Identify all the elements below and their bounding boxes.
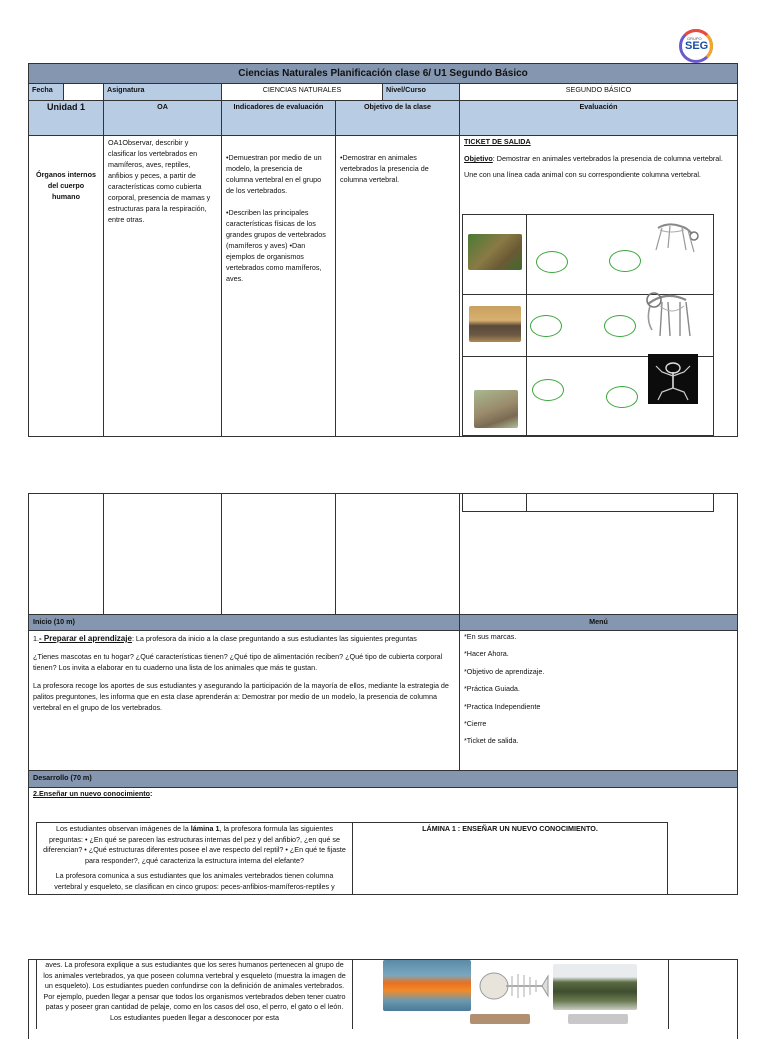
match-circle[interactable] [530, 315, 562, 337]
unidad-topic: Órganos internos del cuerpo humano [36, 170, 96, 201]
page-title: Ciencias Naturales Planificación clase 6/ U1 Segundo Básico [28, 63, 738, 84]
ticket-instruction: Une con una línea cada animal con su correspondiente columna vertebral. [464, 170, 701, 179]
objetivo-cell [335, 135, 460, 437]
menu-header: Menú [459, 614, 738, 631]
fecha-value [63, 83, 104, 101]
oa-header: OA [103, 100, 222, 136]
observan-paragraph: Los estudiantes observan imágenes de la lámina 1, la profesora formula las siguientes preguntas: • ¿En qué se parecen las estructuras internas del pez y del anfibio?, ¿en qué se diferencian? • ¿Qué estructuras diferentes posee el ave respecto del reptil? • ¿En qué te fijaste para responder?, ¿qué caracteriza la estructura interna del elefante? [43, 824, 346, 865]
questions-paragraph: ¿Tienes mascotas en tu hogar? ¿Qué características tienen? ¿Qué tipo de alimentación reciben? ¿Qué tipo de cubierta corporal tienen? Los invita a elaborar en tu cuaderno una lista de los animales que más te gustan. [33, 652, 443, 672]
oa-cell [103, 135, 222, 437]
match-circle[interactable] [606, 386, 638, 408]
objetivo-text: •Demostrar en animales vertebrados la presencia de columna vertebral. [340, 153, 429, 184]
elephant-skeleton-image [640, 284, 702, 344]
elephant-image [469, 306, 521, 342]
oa-text: OA1Observar, describir y clasificar los vertebrados en mamíferos, aves, reptiles, anfibios y peces, a partir de características como cubierta corporal, presencia de mamas y estructuras para la respiración, entre otras. [108, 138, 211, 224]
sloth-skeleton-image [648, 216, 702, 256]
menu-item: *Objetivo de aprendizaje. [464, 666, 545, 676]
menu-item: *Hacer Ahora. [464, 649, 509, 659]
recoge-paragraph: La profesora recoge los aportes de sus estudiantes y asegurando la participación de la mayoría de ellos, mediante la estrategia de palitos preguntones, les informa que en esta clase aprenderán a: Demostrar por medio de un modelo, la presencia de columna vertebral en el grupo de los vertebrados. [33, 681, 449, 712]
prep-paragraph: 1.- Preparar el aprendizaje: La profesora da inicio a la clase preguntando a sus estudiantes las siguientes preguntas [33, 634, 417, 643]
evaluacion-header: Evaluación [459, 100, 738, 136]
skeleton-image-partial [568, 1014, 628, 1024]
unidad-cell [28, 135, 104, 437]
ticket-title: TICKET DE SALIDA [464, 137, 531, 146]
ensenar-title: 2.Enseñar un nuevo conocimiento: [33, 789, 153, 798]
menu-item: *Ticket de salida. [464, 736, 519, 746]
logo-small-text: GRUPO [687, 36, 702, 41]
indicadores-header: Indicadores de evaluación [221, 100, 336, 136]
asignatura-label: Asignatura [103, 83, 222, 101]
frog-skeleton-image [648, 354, 698, 404]
comunica-paragraph: La profesora comunica a sus estudiantes que los animales vertebrados tienen columna vertebral y esqueleto, se clasifican en cinco grupos: peces-anfibios-mamíferos-reptiles y [54, 871, 335, 891]
unidad-header: Unidad 1 [28, 100, 104, 136]
indicadores-cell [221, 135, 336, 437]
nivel-value: SEGUNDO BÁSICO [459, 83, 738, 101]
menu-item: *Practica Independiente [464, 701, 541, 711]
logo [679, 29, 713, 63]
fish-skeleton-image [472, 962, 550, 1010]
inicio-content [28, 630, 460, 771]
lamina-text-cell [36, 822, 353, 895]
menu-item: *En sus marcas. [464, 632, 517, 641]
lamina-title: LÁMINA 1 : ENSEÑAR UN NUEVO CONOCIMIENTO. [422, 824, 598, 833]
indicador-1: •Demuestran por medio de un modelo, la presencia de columna vertebral en el grupo de los vertebrados. [226, 153, 322, 195]
fish-image [383, 960, 471, 1011]
bird-image [474, 390, 518, 428]
page3-inner [36, 959, 353, 1029]
toad-image [468, 234, 522, 270]
asignatura-value: CIENCIAS NATURALES [221, 83, 383, 101]
indicador-2: •Describen las principales características físicas de los grandes grupos de vertebrados (mamíferos y aves) •Dan ejemplos de organismos vertebrados como mamíferos, aves. [226, 208, 326, 283]
match-circle[interactable] [604, 315, 636, 337]
aves-paragraph: aves. La profesora explique a sus estudiantes que los seres humanos pertenecen al grupo de los animales vertebrados, ya que poseen columna vertebral y esqueleto (muestra la imagen de un esqueleto). Los estudiantes pueden confundirse con la definición de animales vertebrados. Por ejemplo, pueden llegar a pensar que todos los organismos vertebrados deben tener cuatro patas y poseer gran cantidad de pelaje, como en los casos del oso, el perro, el gato o el león. Los estudiantes pueden llegar a desconocer por esta [43, 960, 346, 1022]
crocodile-image [553, 964, 637, 1010]
desarrollo-header: Desarrollo (70 m) [28, 770, 738, 788]
ticket-objetivo: Objetivo: Demostrar en animales vertebrados la presencia de columna vertebral. [464, 154, 723, 163]
menu-item: *Práctica Guiada. [464, 684, 520, 694]
match-circle[interactable] [532, 379, 564, 401]
objetivo-header: Objetivo de la clase [335, 100, 460, 136]
match-circle[interactable] [609, 250, 641, 272]
lamina-cell [352, 822, 668, 895]
fecha-label: Fecha [28, 83, 64, 101]
nivel-label: Nivel/Curso [382, 83, 460, 101]
menu-item: *Cierre [464, 718, 487, 728]
inicio-header: Inicio (10 m) [28, 614, 460, 631]
menu-list [459, 630, 738, 771]
match-circle[interactable] [536, 251, 568, 273]
logo-text: SEG [685, 40, 709, 52]
animal-image-partial [470, 1014, 530, 1024]
